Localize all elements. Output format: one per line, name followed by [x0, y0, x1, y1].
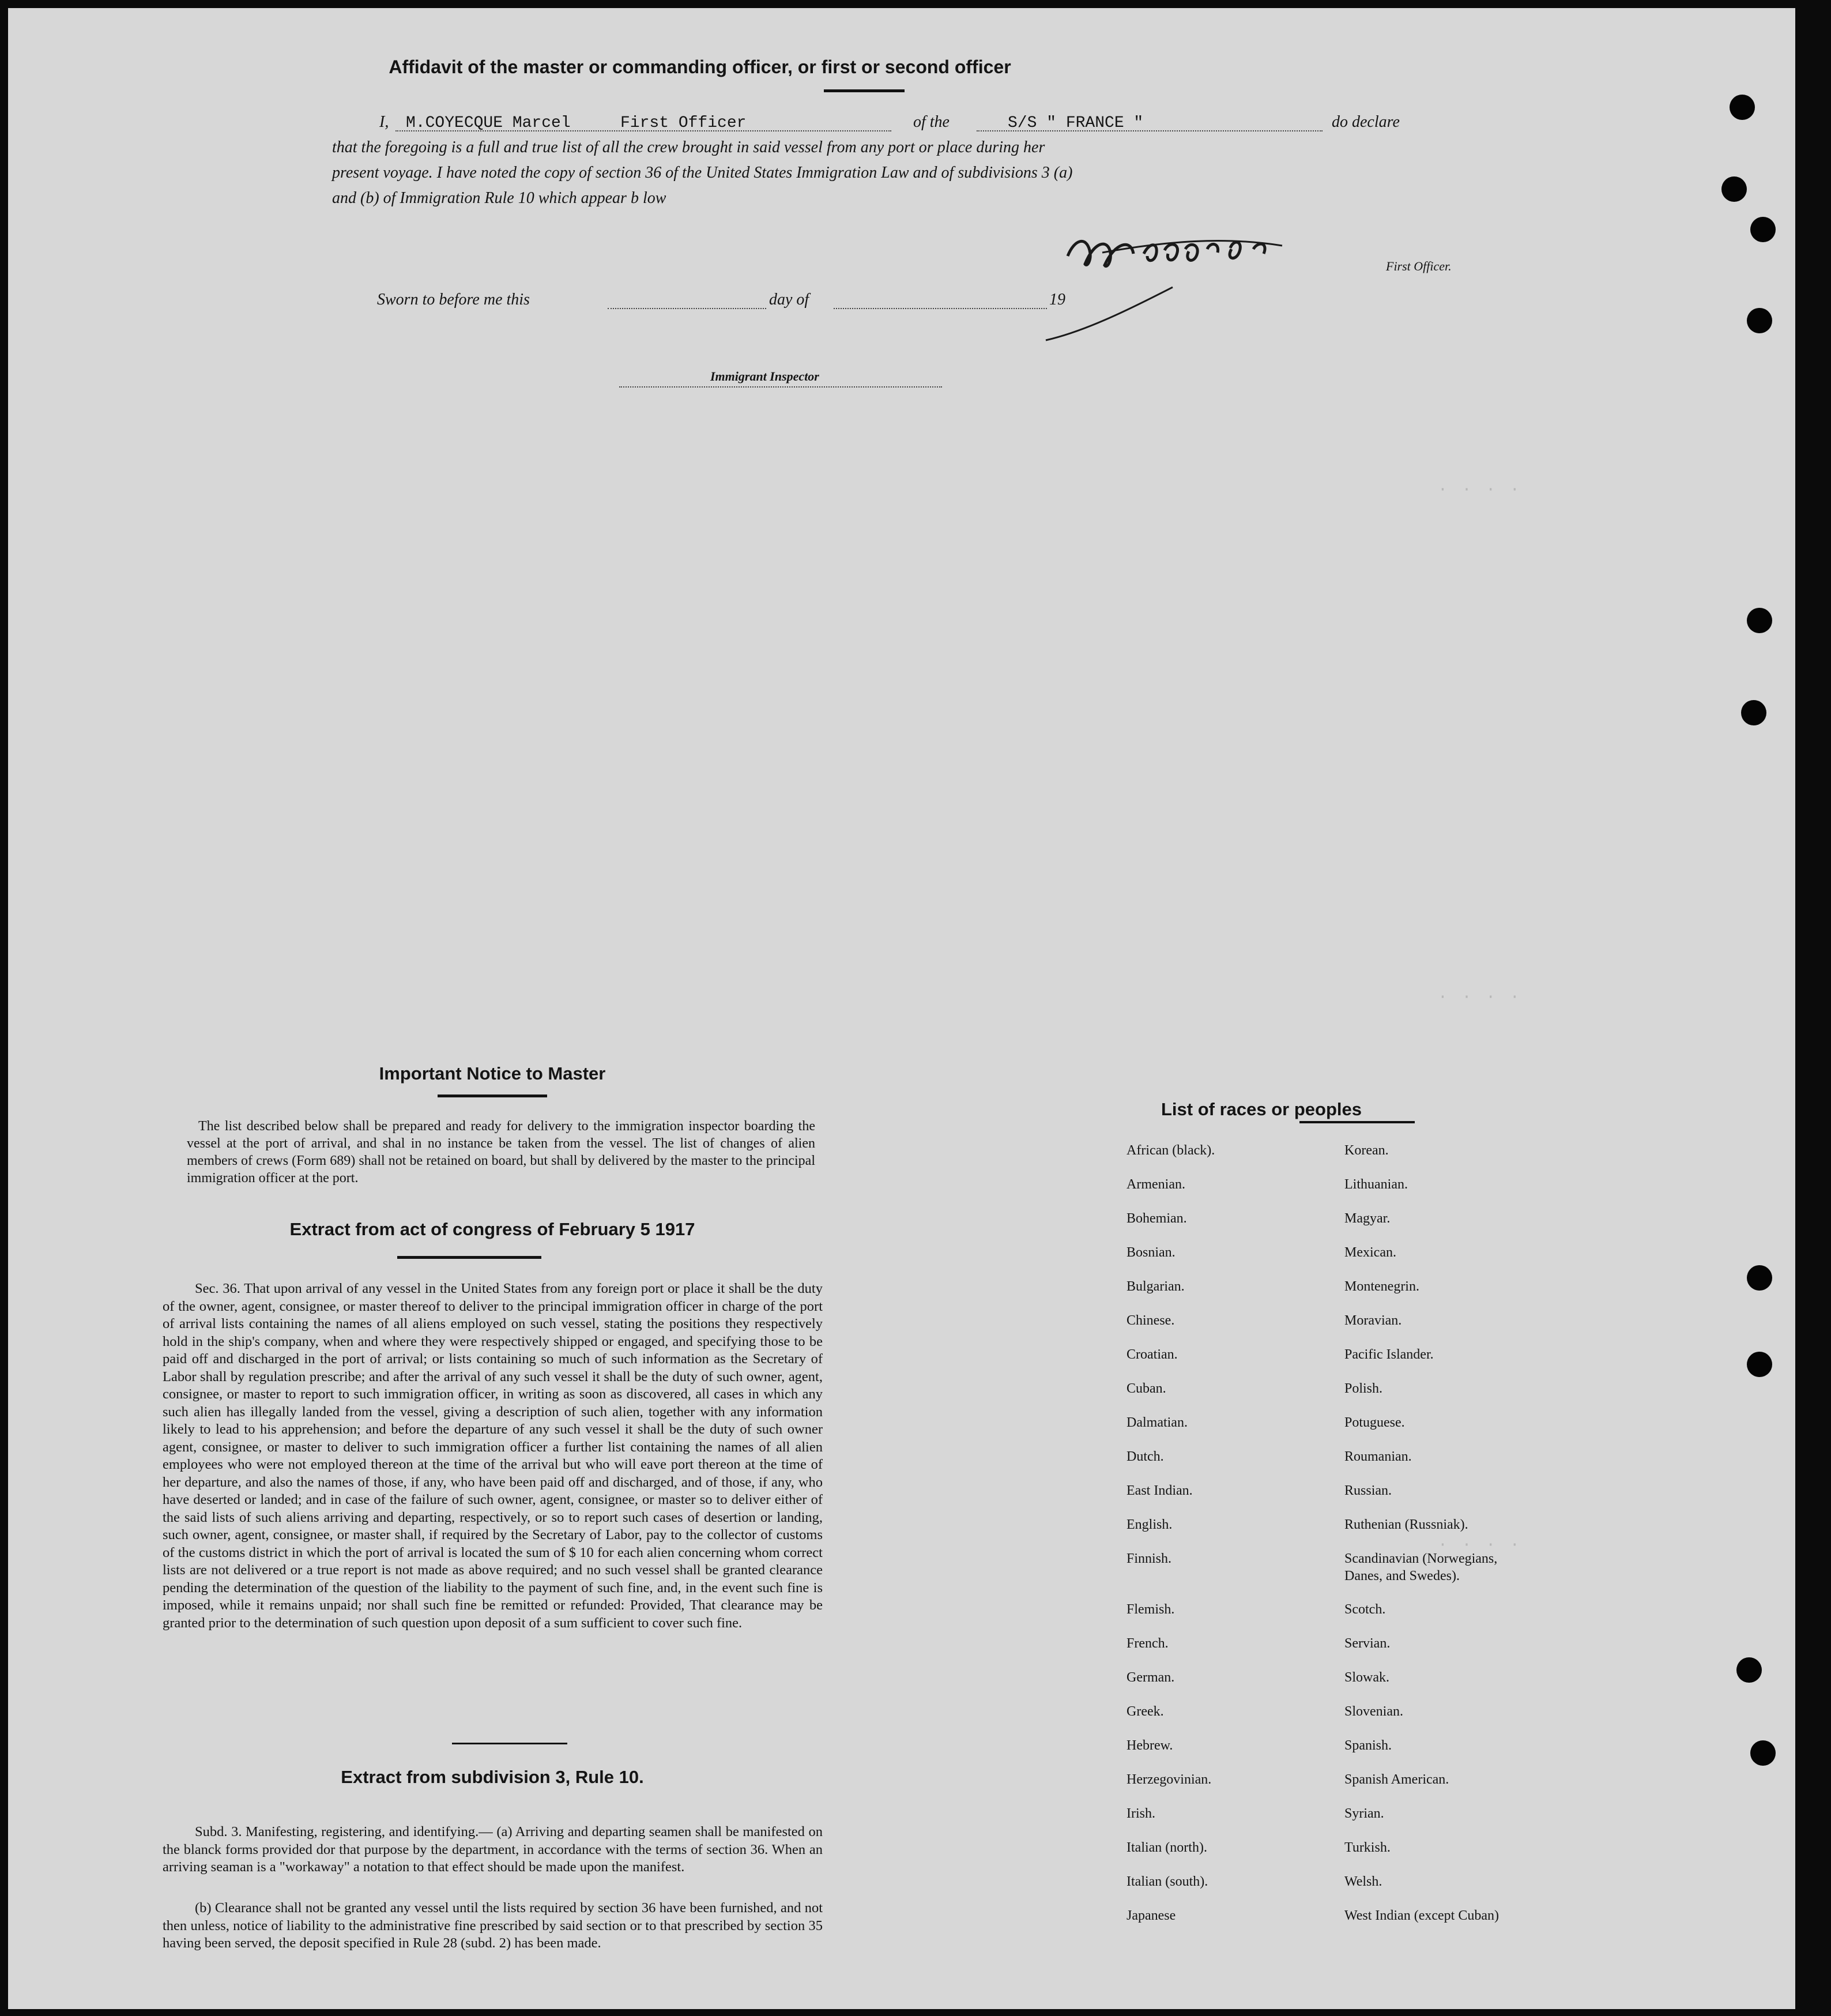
race-item: Potuguese.	[1344, 1415, 1405, 1430]
race-item: Pacific Islander.	[1344, 1347, 1434, 1362]
punch-hole	[1747, 308, 1772, 333]
act-extract-body: Sec. 36. That upon arrival of any vessel in the United States from any foreign port or place it shall be the duty of the owner, agent, consignee, or master thereof to deliver to the principal immigration officer in charge of the port of arrival lists containing the names of all aliens employed on such vessel, stating the positions they respectively hold in the ship's company, when and where they were respectively shipped or engaged, and specifying those to be paid off and discharged in the port of arrival; or lists containing so much of such information as the Secretary of Labor shall by regulation prescribe; and after the arrival of any such vessel it shall be the duty of such owner, agent, consignee, or master to report to such immigration officer, in writing as soon as discovered, all cases in which any such alien has illegally landed from the vessel, giving a description of such alien, together with any information likely to lead to his apprehension; and before the departure of any such vessel it shall be the duty of such owner agent, consignee, or master to deliver to such immigration officer a further list containing the names of all alien employees who were not employed thereon at the time of the arrival but who will eave port thereon at the time of her departure, and also the names of those, if any, who have been paid off and discharged, and of those, if any, who have deserted or landed; and in case of the failure of such owner, agent, consignee, or master so to deliver either of the said lists of such aliens arriving and departing, respectively, or so to report such cases of desertion or landing, such owner, agent, consignee, or master shall, if required by the Secretary of Labor, pay to the collector of customs of the customs district in which the port of arrival is located the sum of $ 10 for each alien concerning whom correct lists are not delivered or a true report is not made as above required; and no such vessel shall be granted clearance pending the determination of the question of the liability to the payment of such fine, and, in the event such fine is imposed, while it remains unpaid; nor shall such fine be remitted or refunded: Provided, That clearance may be granted prior to the determination of such question upon deposit of a sum sufficient to cover such fine.	[163, 1281, 823, 1631]
race-item: Moravian.	[1344, 1313, 1402, 1328]
race-item: Mexican.	[1344, 1245, 1396, 1260]
affidavit-line-4: and (b) of Immigration Rule 10 which appear b low	[332, 189, 666, 207]
vessel-name: S/S " FRANCE "	[1008, 114, 1144, 132]
race-item: Korean.	[1344, 1143, 1389, 1158]
race-item: Lithuanian.	[1344, 1177, 1408, 1192]
punch-hole	[1721, 176, 1747, 202]
race-item: Spanish.	[1344, 1738, 1392, 1753]
punch-hole	[1750, 1740, 1776, 1766]
race-item: Italian (north).	[1127, 1840, 1207, 1855]
race-item: English.	[1127, 1517, 1173, 1532]
race-item: Servian.	[1344, 1636, 1391, 1651]
races-right-column	[1344, 1142, 1575, 1941]
races-left-column	[1127, 1142, 1357, 1941]
bleed-through: · · · ·	[1438, 1536, 1522, 1554]
title-underline	[824, 89, 905, 92]
race-item: Finnish.	[1127, 1551, 1172, 1566]
races-title: List of races or peoples	[1161, 1099, 1362, 1119]
affidavit-line-2: that the foregoing is a full and true list of all the crew brought in said vessel from any port or place during her	[332, 138, 1045, 156]
race-item: Turkish.	[1344, 1840, 1391, 1855]
year-prefix: 19	[1049, 291, 1065, 309]
race-item: Hebrew.	[1127, 1738, 1173, 1753]
affidavit-line-3: present voyage. I have noted the copy of section 36 of the United States Immigration Law and of subdivisions 3 (a)	[332, 164, 1073, 182]
race-item: Armenian.	[1127, 1177, 1185, 1192]
race-item: Spanish American.	[1344, 1772, 1449, 1787]
race-item: Chinese.	[1127, 1313, 1175, 1328]
punch-hole	[1736, 1657, 1762, 1683]
of-the-label: of the	[913, 113, 950, 131]
sworn-month-blank	[834, 308, 1047, 309]
race-item: Bohemian.	[1127, 1211, 1187, 1226]
inspector-blank	[619, 386, 942, 388]
rule-extract-body-b: (b) Clearance shall not be granted any vessel until the lists required by section 36 have been furnished, and not then unless, notice of liability to the administrative fine prescribed by said section or to that prescribed by section 35 having been served, the deposit specified in Rule 28 (subd. 2) has been made.	[163, 1900, 823, 1951]
day-of-label: day of	[769, 291, 809, 309]
race-item: Japanese	[1127, 1908, 1176, 1923]
race-item: Ruthenian (Russniak).	[1344, 1517, 1468, 1532]
race-item: Scotch.	[1344, 1602, 1386, 1617]
punch-hole	[1730, 95, 1755, 120]
act-underline	[397, 1256, 541, 1259]
bleed-through: · · · ·	[1438, 988, 1522, 1006]
rule-divider	[452, 1743, 567, 1744]
race-item: Slowak.	[1344, 1670, 1389, 1685]
officer-signature	[1034, 216, 1449, 354]
race-item: Irish.	[1127, 1806, 1155, 1821]
punch-hole	[1741, 700, 1766, 725]
race-item: Magyar.	[1344, 1211, 1391, 1226]
signature-caption: First Officer.	[1386, 259, 1452, 273]
bleed-through: · · · ·	[1438, 481, 1522, 499]
officer-name: M.COYECQUE Marcel	[406, 114, 571, 132]
race-item: Scandinavian (Norwegians, Danes, and Swedes).	[1344, 1551, 1498, 1584]
race-item: East Indian.	[1127, 1483, 1193, 1498]
rule-extract-title: Extract from subdivision 3, Rule 10.	[341, 1767, 644, 1787]
affidavit-title: Affidavit of the master or commanding officer, or first or second officer	[389, 57, 1011, 77]
document-page	[8, 8, 1795, 2009]
race-item: Greek.	[1127, 1704, 1164, 1719]
race-item: Bulgarian.	[1127, 1279, 1185, 1294]
punch-hole	[1750, 217, 1776, 242]
race-item: West Indian (except Cuban)	[1344, 1908, 1499, 1923]
rule-extract-body-a: Subd. 3. Manifesting, registering, and identifying.— (a) Arriving and departing seamen shall be manifested on the blanck forms provided dor that purpose by the department, in accordance with the terms of section 36. When an arriving seaman is a "workaway" a notation to that effect should be made upon the manifest.	[163, 1824, 823, 1875]
race-item: Herzegovinian.	[1127, 1772, 1212, 1787]
race-item: Roumanian.	[1344, 1449, 1412, 1464]
inspector-caption: Immigrant Inspector	[710, 369, 819, 383]
punch-hole	[1747, 1265, 1772, 1291]
race-item: Cuban.	[1127, 1381, 1166, 1396]
affidavit-i: I,	[379, 113, 389, 131]
sworn-day-blank	[608, 308, 766, 309]
race-item: Welsh.	[1344, 1874, 1382, 1889]
race-item: French.	[1127, 1636, 1169, 1651]
notice-body: The list described below shall be prepared and ready for delivery to the immigration inspector boarding the vessel at the port of arrival, and shal in no instance be taken from the vessel. The list of changes of alien members of crews (Form 689) shall not be retained on board, but shall by delivered by the master to the principal immigration officer at the port.	[187, 1119, 815, 1186]
race-item: Polish.	[1344, 1381, 1383, 1396]
race-item: Russian.	[1344, 1483, 1392, 1498]
race-item: African (black).	[1127, 1143, 1215, 1158]
officer-rank: First Officer	[620, 114, 747, 132]
race-item: Flemish.	[1127, 1602, 1175, 1617]
punch-hole	[1747, 608, 1772, 633]
notice-underline	[438, 1094, 547, 1097]
race-item: Syrian.	[1344, 1806, 1384, 1821]
races-underline	[1299, 1121, 1415, 1123]
sworn-label: Sworn to before me this	[377, 291, 530, 309]
notice-title: Important Notice to Master	[379, 1063, 606, 1084]
race-item: Dutch.	[1127, 1449, 1164, 1464]
race-item: Dalmatian.	[1127, 1415, 1188, 1430]
race-item: Bosnian.	[1127, 1245, 1176, 1260]
race-item: German.	[1127, 1670, 1175, 1685]
act-extract-title: Extract from act of congress of February 5 1917	[289, 1219, 695, 1239]
race-item: Italian (south).	[1127, 1874, 1208, 1889]
do-declare-label: do declare	[1332, 113, 1400, 131]
race-item: Montenegrin.	[1344, 1279, 1419, 1294]
race-item: Croatian.	[1127, 1347, 1178, 1362]
punch-hole	[1747, 1352, 1772, 1377]
race-item: Slovenian.	[1344, 1704, 1403, 1719]
